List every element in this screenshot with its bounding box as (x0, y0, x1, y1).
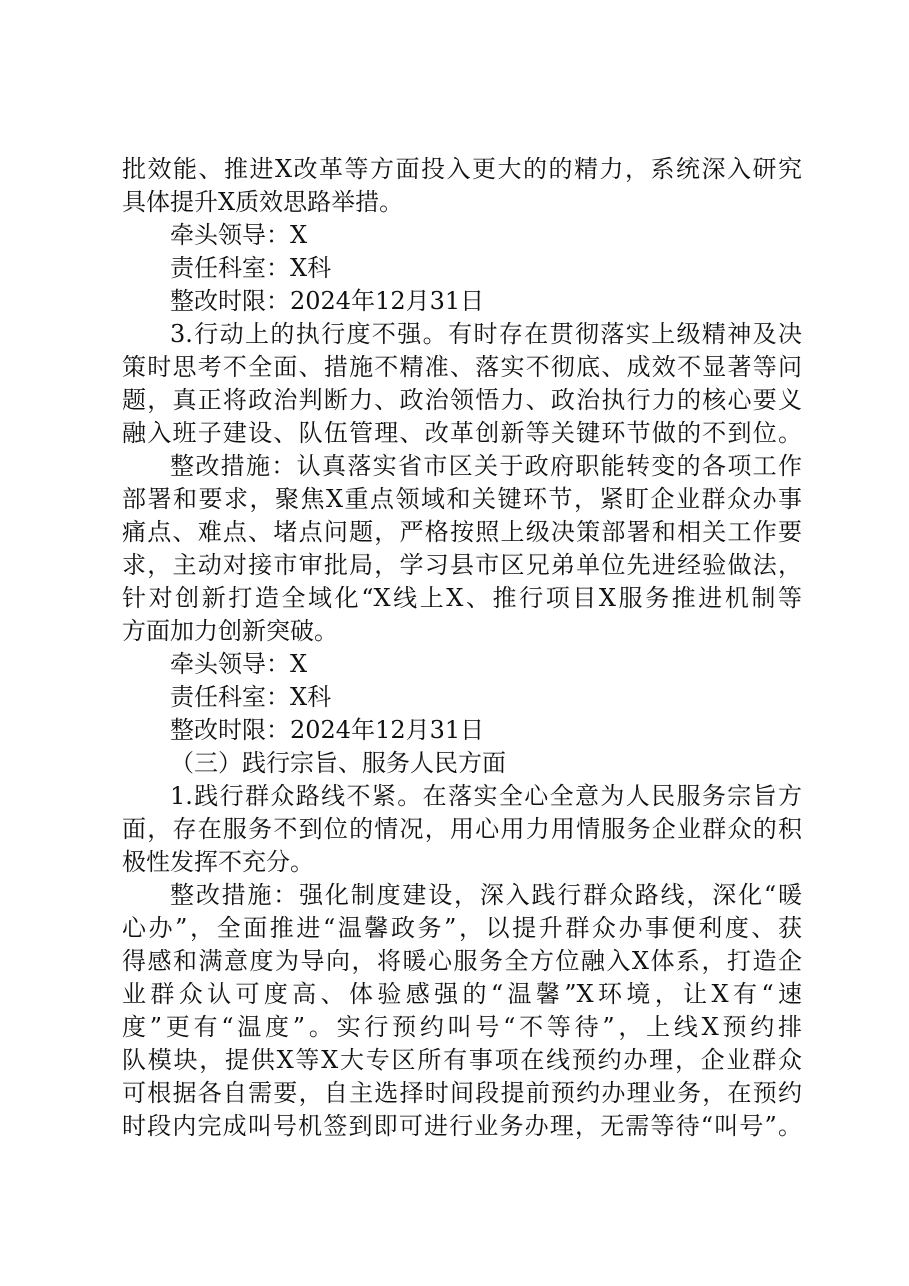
measures-line: 整改措施：强化制度建设，深入践行群众路线，深化“暖 (170, 881, 802, 909)
paragraph-line: 时段内完成叫号机签到即可进行业务办理，无需等待“叫号”。 (122, 1112, 802, 1140)
deadline-line: 整改时限：2024年12月31日 (170, 716, 485, 744)
paragraph-line: 业群众认可度高、体验感强的“温馨”X环境，让X有“速 (122, 980, 802, 1008)
measures-line: 整改措施：认真落实省市区关于政府职能转变的各项工作 (170, 452, 802, 480)
paragraph-line: 题，真正将政治判断力、政治领悟力、政治执行力的核心要义 (122, 386, 802, 414)
paragraph-line: 心办”，全面推进“温馨政务”，以提升群众办事便利度、获 (122, 914, 802, 942)
paragraph-line: 得感和满意度为导向，将暖心服务全方位融入X体系，打造企 (122, 947, 802, 975)
paragraph-line: 求，主动对接市审批局，学习县市区兄弟单位先进经验做法， (122, 551, 802, 579)
section-heading: （三）践行宗旨、服务人民方面 (170, 749, 506, 777)
paragraph-line: 策时思考不全面、措施不精准、落实不彻底、成效不显著等问 (122, 353, 802, 381)
responsible-section-line: 责任科室：X科 (170, 683, 332, 711)
paragraph-line: 方面加力创新突破。 (122, 617, 338, 645)
paragraph-line: 批效能、推进X改革等方面投入更大的的精力，系统深入研究 (122, 155, 802, 183)
paragraph-line: 融入班子建设、队伍管理、改革创新等关键环节做的不到位。 (122, 419, 802, 447)
paragraph-line: 部署和要求，聚焦X重点领域和关键环节，紧盯企业群众办事 (122, 485, 802, 513)
paragraph-line: 具体提升X质效思路举措。 (122, 188, 404, 216)
paragraph-line: 队模块，提供X等X大专区所有事项在线预约办理，企业群众 (122, 1046, 802, 1074)
paragraph-line: 极性发挥不充分。 (122, 848, 314, 876)
paragraph-line: 可根据各自需要，自主选择时间段提前预约办理业务，在预约 (122, 1079, 802, 1107)
issue-heading-line: 1.践行群众路线不紧。在落实全心全意为人民服务宗旨方 (170, 782, 802, 810)
issue-heading-line: 3.行动上的执行度不强。有时存在贯彻落实上级精神及决 (170, 320, 802, 348)
lead-official-line: 牵头领导：X (170, 221, 308, 249)
paragraph-line: 面，存在服务不到位的情况，用心用力用情服务企业群众的积 (122, 815, 802, 843)
responsible-section-line: 责任科室：X科 (170, 254, 332, 282)
paragraph-line: 痛点、难点、堵点问题，严格按照上级决策部署和相关工作要 (122, 518, 802, 546)
paragraph-line: 度”更有“温度”。实行预约叫号“不等待”，上线X预约排 (122, 1013, 802, 1041)
deadline-line: 整改时限：2024年12月31日 (170, 287, 485, 315)
lead-official-line: 牵头领导：X (170, 650, 308, 678)
paragraph-line: 针对创新打造全域化“X线上X、推行项目X服务推进机制等 (122, 584, 802, 612)
